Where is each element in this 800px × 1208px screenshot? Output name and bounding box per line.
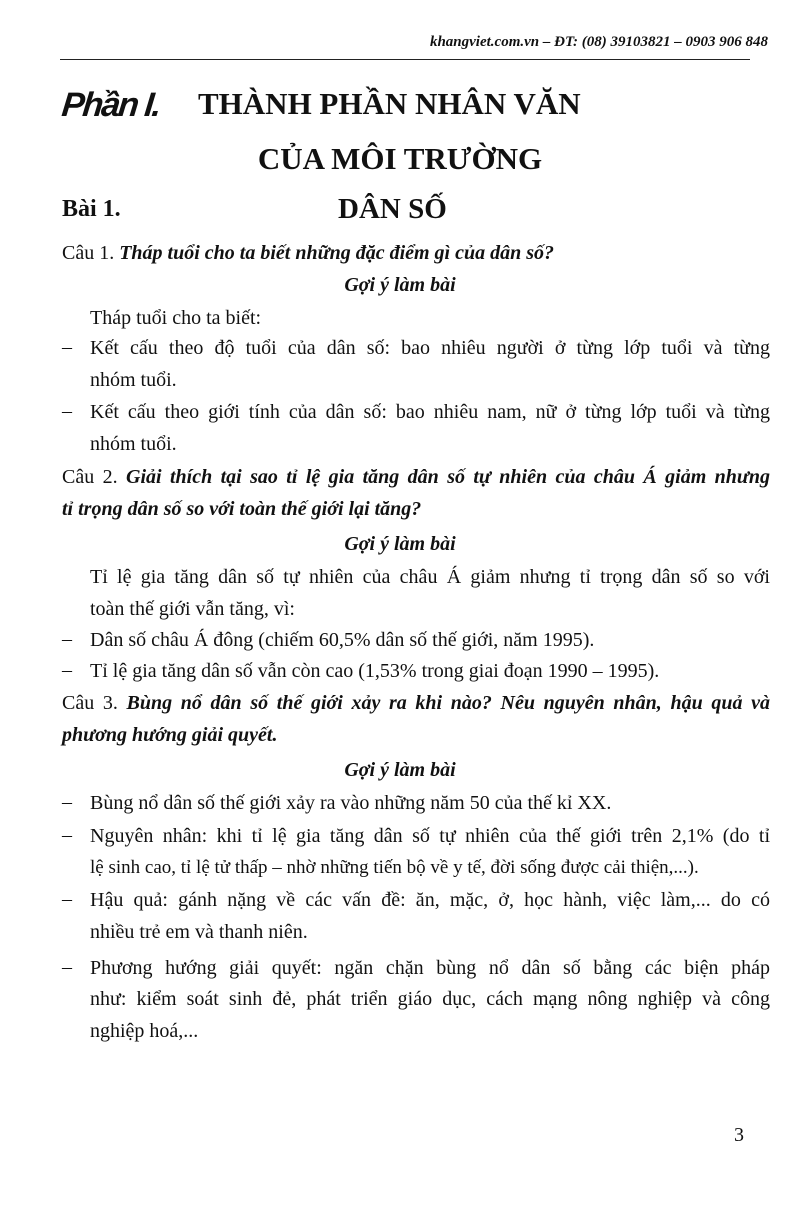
answer-intro: toàn thế giới vẫn tăng, vì: <box>90 598 295 620</box>
bullet-line: nhóm tuổi. <box>90 369 177 391</box>
header-rule <box>60 59 750 60</box>
bullet-line: Kết cấu theo giới tính của dân số: bao nhiêu nam, nữ ở từng lớp tuổi và từng <box>90 401 770 423</box>
bullet-dash: – <box>62 791 72 813</box>
bullet-line: Dân số châu Á đông (chiếm 60,5% dân số thế giới, năm 1995). <box>90 629 595 651</box>
bullet-line: Tỉ lệ gia tăng dân số vẫn còn cao (1,53% trong giai đoạn 1990 – 1995). <box>90 660 660 682</box>
question-text: Bùng nổ dân số thế giới xảy ra khi nào? Nêu nguyên nhân, hậu quả và <box>126 692 770 714</box>
bullet-dash: – <box>62 888 72 910</box>
part-label: Phần I. <box>60 86 162 124</box>
question-label: Câu 1. <box>62 242 115 264</box>
question-1 <box>62 241 554 265</box>
question-text: Giải thích tại sao tỉ lệ gia tăng dân số tự nhiên của châu Á giảm nhưng <box>126 466 771 488</box>
bullet-line: Bùng nổ dân số thế giới xảy ra vào những năm 50 của thế kỉ XX. <box>90 792 612 814</box>
bullet-line: như: kiểm soát sinh đẻ, phát triển giáo dục, cách mạng nông nghiệp và công <box>90 988 770 1010</box>
lesson-title: DÂN SỐ <box>338 193 447 225</box>
question-text: tỉ trọng dân số so với toàn thế giới lại tăng? <box>62 498 422 520</box>
hint-heading: Gợi ý làm bài <box>344 533 456 555</box>
bullet-line: Phương hướng giải quyết: ngăn chặn bùng nổ dân số bằng các biện pháp <box>90 957 770 979</box>
bullet-dash: – <box>62 659 72 681</box>
lesson-label: Bài 1. <box>62 196 121 222</box>
question-label: Câu 3. <box>62 692 118 714</box>
page-number: 3 <box>734 1124 744 1146</box>
bullet-line: nghiệp hoá,... <box>90 1020 199 1042</box>
hint-heading: Gợi ý làm bài <box>344 759 456 781</box>
bullet-dash: – <box>62 824 72 846</box>
bullet-dash: – <box>62 956 72 978</box>
bullet-dash: – <box>62 628 72 650</box>
bullet-line: Hậu quả: gánh nặng về các vấn đề: ăn, mặc, ở, học hành, việc làm,... do có <box>90 889 770 911</box>
bullet-line: Nguyên nhân: khi tỉ lệ gia tăng dân số tự nhiên của thế giới trên 2,1% (do tỉ <box>90 825 770 847</box>
part-title-line2: CỦA MÔI TRƯỜNG <box>257 141 543 176</box>
question-2 <box>62 465 770 489</box>
bullet-line: lệ sinh cao, tỉ lệ tử thấp – nhờ những tiến bộ về y tế, đời sống được cải thiện,...). <box>90 857 699 878</box>
bullet-line: nhiều trẻ em và thanh niên. <box>90 921 308 943</box>
question-text: phương hướng giải quyết. <box>62 724 278 746</box>
question-text: Tháp tuổi cho ta biết những đặc điểm gì của dân số? <box>119 242 555 264</box>
bullet-dash: – <box>62 336 72 358</box>
bullet-line: Kết cấu theo độ tuổi của dân số: bao nhiêu người ở từng lớp tuổi và từng <box>90 337 770 359</box>
question-label: Câu 2. <box>62 466 118 488</box>
hint-heading: Gợi ý làm bài <box>344 274 456 296</box>
bullet-line: nhóm tuổi. <box>90 433 177 455</box>
answer-intro: Tỉ lệ gia tăng dân số tự nhiên của châu Á giảm nhưng tỉ trọng dân số so với <box>90 566 770 588</box>
running-header: khangviet.com.vn – ĐT: (08) 39103821 – 0903 906 848 <box>429 34 768 50</box>
bullet-dash: – <box>62 400 72 422</box>
answer-intro: Tháp tuổi cho ta biết: <box>90 307 262 329</box>
question-3 <box>62 691 770 715</box>
part-title-line1: THÀNH PHẦN NHÂN VĂN <box>198 86 581 121</box>
